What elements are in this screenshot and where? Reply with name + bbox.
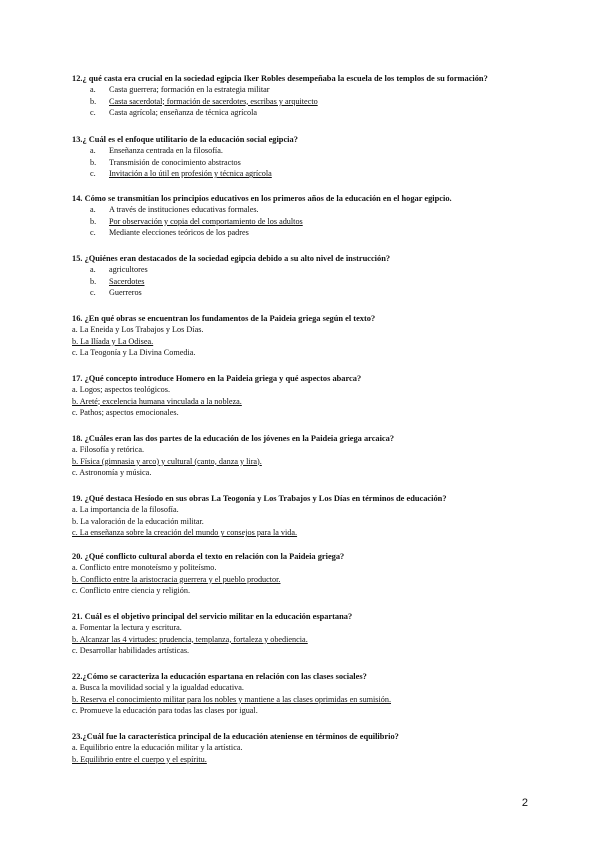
option-marker: c.: [90, 228, 96, 238]
option-text: Guerreros: [109, 288, 142, 298]
answer-option: [72, 157, 542, 169]
option-text: c. Astronomía y música.: [72, 468, 152, 478]
question-title: 17. ¿Qué concepto introduce Homero en la Paideia griega y qué aspectos abarca?: [72, 374, 362, 383]
answer-option: [72, 444, 542, 456]
question-title: 13.¿ Cuál es el enfoque utilitario de la educación social egipcia?: [72, 135, 298, 144]
correct-answer-text: b. Física (gimnasia y arco) y cultural (canto, danza y lira).: [72, 456, 262, 466]
answer-option: [72, 754, 542, 766]
answer-option: [72, 384, 542, 396]
option-marker: b.: [90, 276, 97, 286]
option-marker: a.: [90, 265, 96, 274]
question-title: 23.¿Cuál fue la característica principal de la educación ateniense en términos de equilibrio?: [72, 732, 399, 741]
answer-option: [72, 516, 542, 528]
answer-option: [72, 264, 542, 276]
question-block: [72, 134, 542, 180]
correct-answer-text: b. Equilibrio entre el cuerpo y el espíritu.: [72, 754, 207, 764]
option-text: a. Filosofía y retórica.: [72, 445, 145, 454]
option-text: a. Equilibrio entre la educación militar y la artística.: [72, 743, 243, 752]
answer-option: [72, 634, 542, 646]
option-text: a. Fomentar la lectura y escritura.: [72, 623, 182, 632]
answer-option: [72, 96, 542, 108]
option-text: Mediante elecciones teóricos de los padres: [109, 228, 249, 238]
option-text: agricultores: [109, 265, 148, 274]
question-title: 14. Cómo se transmitían los principios educativos en los primeros años de la educación en el hogar egipcio.: [72, 194, 452, 203]
question-title: 20. ¿Qué conflicto cultural aborda el texto en relación con la Paideia griega?: [72, 552, 345, 561]
answer-option: [72, 168, 542, 180]
question-block: [72, 731, 542, 765]
answer-option: [72, 287, 542, 299]
answer-option: [72, 347, 542, 359]
answer-option: [72, 336, 542, 348]
answer-option: [72, 216, 542, 228]
correct-answer-text: b. Areté; excelencia humana vinculada a la nobleza.: [72, 396, 242, 406]
option-text: Transmisión de conocimiento abstractos: [109, 157, 241, 167]
option-marker: a.: [90, 146, 96, 155]
answer-option: [72, 456, 542, 468]
question-title: 12.¿ qué casta era crucial en la sociedad egipcia Iker Robles desempeñaba la escuela de los templos de su formación?: [72, 74, 488, 83]
question-block: [72, 313, 542, 359]
answer-option: [72, 574, 542, 586]
answer-option: [72, 276, 542, 288]
answer-option: [72, 527, 542, 539]
answer-option: [72, 107, 542, 119]
answer-option: [72, 467, 542, 479]
question-title: 19. ¿Qué destaca Hesíodo en sus obras La Teogonía y Los Trabajos y Los Días en términos de educación?: [72, 494, 447, 503]
option-text: a. La Eneida y Los Trabajos y Los Días.: [72, 325, 204, 334]
correct-answer-text: Invitación a lo útil en profesión y técnica agrícola: [109, 169, 272, 179]
option-marker: b.: [90, 216, 97, 226]
option-text: Casta agrícola; enseñanza de técnica agrícola: [109, 108, 257, 118]
correct-answer-text: b. La Ilíada y La Odisea.: [72, 336, 154, 346]
option-text: b. La valoración de la educación militar.: [72, 516, 204, 526]
option-marker: c.: [90, 288, 96, 298]
option-marker: b.: [90, 157, 97, 167]
question-block: [72, 611, 542, 657]
option-text: Casta guerrera; formación en la estrategia militar: [109, 85, 270, 94]
answer-option: [72, 504, 542, 516]
question-title: 21. Cuál es el objetivo principal del servicio militar en la educación espartana?: [72, 612, 353, 621]
answer-option: [72, 742, 542, 754]
question-block: [72, 73, 542, 119]
option-text: a. Conflicto entre monoteísmo y politeísmo.: [72, 563, 217, 572]
question-title: 15. ¿Quiénes eran destacados de la sociedad egipcia debido a su alto nivel de instrucción?: [72, 254, 391, 263]
option-text: c. Desarrollar habilidades artísticas.: [72, 646, 190, 656]
option-text: c. La Teogonía y La Divina Comedia.: [72, 348, 196, 358]
question-block: [72, 253, 542, 299]
question-block: [72, 373, 542, 419]
correct-answer-text: Casta sacerdotal; formación de sacerdotes, escribas y arquitecto: [109, 96, 318, 106]
answer-option: [72, 622, 542, 634]
question-title: 16. ¿En qué obras se encuentran los fundamentos de la Paideia griega según el texto?: [72, 314, 376, 323]
answer-option: [72, 407, 542, 419]
answer-option: [72, 585, 542, 597]
option-text: c. Pathos; aspectos emocionales.: [72, 408, 179, 418]
answer-option: [72, 645, 542, 657]
option-text: a. Busca la movilidad social y la igualdad educativa.: [72, 683, 244, 692]
question-block: [72, 433, 542, 479]
option-marker: c.: [90, 169, 96, 179]
option-marker: c.: [90, 108, 96, 118]
answer-option: [72, 562, 542, 574]
option-text: Enseñanza centrada en la filosofía.: [109, 146, 223, 155]
correct-answer-text: b. Alcanzar las 4 virtudes: prudencia, templanza, fortaleza y obediencia.: [72, 634, 308, 644]
option-marker: a.: [90, 85, 96, 94]
option-text: a. Logos; aspectos teológicos.: [72, 385, 171, 394]
option-text: c. Conflicto entre ciencia y religión.: [72, 586, 190, 596]
option-text: c. Promueve la educación para todas las clases por igual.: [72, 706, 258, 716]
answer-option: [72, 84, 542, 96]
option-text: A través de instituciones educativas formales.: [109, 205, 259, 214]
correct-answer-text: b. Reserva el conocimiento militar para los nobles y mantiene a las clases oprimidas en sumisión.: [72, 694, 392, 704]
answer-option: [72, 227, 542, 239]
answer-option: [72, 324, 542, 336]
question-title: 18. ¿Cuáles eran las dos partes de la educación de los jóvenes en la Paideia griega arcaica?: [72, 434, 395, 443]
question-block: [72, 671, 542, 717]
option-text: a. La importancia de la filosofía.: [72, 505, 179, 514]
answer-option: [72, 682, 542, 694]
correct-answer-text: Sacerdotes: [109, 276, 145, 286]
answer-option: [72, 705, 542, 717]
option-marker: a.: [90, 205, 96, 214]
question-block: [72, 193, 542, 239]
correct-answer-text: b. Conflicto entre la aristocracia guerrera y el pueblo productor.: [72, 574, 281, 584]
answer-option: [72, 396, 542, 408]
answer-option: [72, 145, 542, 157]
question-block: [72, 551, 542, 597]
answer-option: [72, 204, 542, 216]
question-block: [72, 493, 542, 539]
correct-answer-text: Por observación y copia del comportamiento de los adultos: [109, 216, 303, 226]
option-marker: b.: [90, 96, 97, 106]
question-title: 22.¿Cómo se caracteriza la educación espartana en relación con las clases sociales?: [72, 672, 367, 681]
page-number: 2: [521, 797, 528, 809]
answer-option: [72, 694, 542, 706]
correct-answer-text: c. La enseñanza sobre la creación del mundo y consejos para la vida.: [72, 528, 298, 538]
